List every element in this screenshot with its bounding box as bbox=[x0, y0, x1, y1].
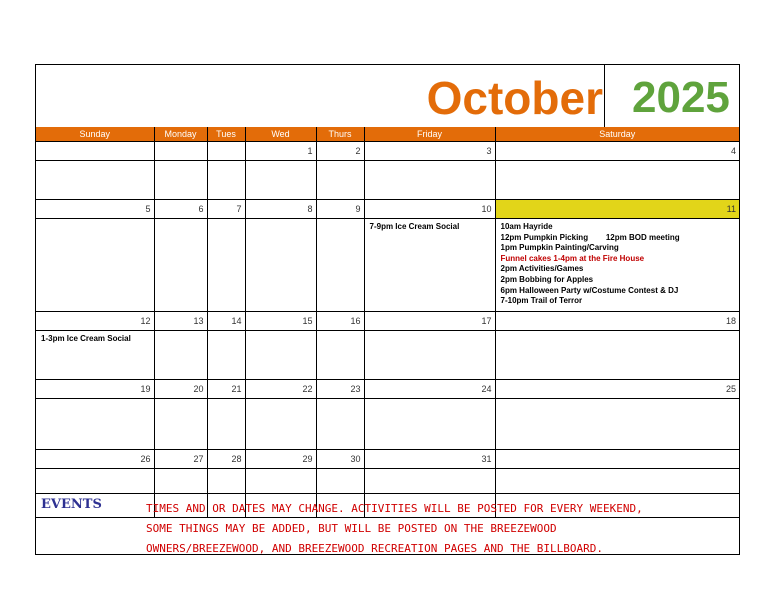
day-events-cell bbox=[495, 219, 739, 312]
day-number: 19 bbox=[36, 380, 154, 399]
title-divider bbox=[604, 65, 605, 127]
day-events-cell bbox=[364, 161, 495, 200]
day-events-cell bbox=[495, 161, 739, 200]
events-notice bbox=[36, 493, 739, 556]
week-events-row bbox=[36, 399, 739, 450]
notice-line: TIMES AND OR DATES MAY CHANGE. ACTIVITIES WILL BE POSTED FOR EVERY WEEKEND, bbox=[146, 502, 643, 515]
day-number: 25 bbox=[495, 380, 739, 399]
day-number: 23 bbox=[316, 380, 364, 399]
day-number: 27 bbox=[154, 450, 207, 469]
week-date-row bbox=[36, 142, 739, 161]
day-number bbox=[495, 450, 739, 469]
day-events-cell bbox=[316, 399, 364, 450]
notice-line: SOME THINGS MAY BE ADDED, BUT WILL BE POSTED ON THE BREEZEWOOD bbox=[146, 522, 557, 535]
day-events-cell bbox=[36, 399, 154, 450]
day-number bbox=[207, 142, 245, 161]
week-events-row bbox=[36, 161, 739, 200]
day-number: 14 bbox=[207, 312, 245, 331]
day-number: 29 bbox=[245, 450, 316, 469]
day-number: 12 bbox=[36, 312, 154, 331]
weekday-header: Sunday bbox=[36, 127, 154, 142]
day-events-cell bbox=[36, 161, 154, 200]
day-events-cell bbox=[364, 331, 495, 380]
events-notice-text bbox=[146, 499, 736, 559]
events-title: EVENTS bbox=[41, 497, 102, 512]
week-date-row bbox=[36, 312, 739, 331]
day-number: 6 bbox=[154, 200, 207, 219]
day-number: 18 bbox=[495, 312, 739, 331]
event-item: 1pm Pumpkin Painting/Carving bbox=[500, 243, 619, 253]
day-events-cell bbox=[364, 399, 495, 450]
day-number bbox=[154, 142, 207, 161]
day-events-cell bbox=[207, 161, 245, 200]
weekday-header: Thurs bbox=[316, 127, 364, 142]
event-item: 12pm Pumpkin Picking 12pm BOD meeting bbox=[500, 232, 680, 242]
day-number: 20 bbox=[154, 380, 207, 399]
day-number: 22 bbox=[245, 380, 316, 399]
day-number: 8 bbox=[245, 200, 316, 219]
day-number: 1 bbox=[245, 142, 316, 161]
event-item: 7-9pm Ice Cream Social bbox=[369, 222, 460, 231]
weekday-header: Saturday bbox=[495, 127, 739, 142]
day-number: 26 bbox=[36, 450, 154, 469]
notice-line: OWNERS/BREEZEWOOD, AND BREEZEWOOD RECREATION PAGES AND THE BILLBOARD. bbox=[146, 542, 603, 555]
weekday-header: Friday bbox=[364, 127, 495, 142]
day-events-cell bbox=[154, 161, 207, 200]
event-item: 10am Hayride bbox=[500, 222, 553, 231]
day-number: 28 bbox=[207, 450, 245, 469]
day-number bbox=[36, 142, 154, 161]
weekday-header: Tues bbox=[207, 127, 245, 142]
day-events-cell bbox=[36, 331, 154, 380]
day-number: 17 bbox=[364, 312, 495, 331]
event-item: 2pm Bobbing for Apples bbox=[500, 274, 594, 284]
calendar-header bbox=[36, 65, 739, 127]
day-number: 21 bbox=[207, 380, 245, 399]
day-events-cell bbox=[207, 399, 245, 450]
day-events-cell bbox=[207, 331, 245, 380]
weekday-header-row bbox=[36, 127, 739, 142]
event-item: 7-10pm Trail of Terror bbox=[500, 296, 583, 306]
event-item: 6pm Halloween Party w/Costume Contest & DJ bbox=[500, 285, 679, 295]
day-number: 11 bbox=[495, 200, 739, 219]
event-item: Funnel cakes 1-4pm at the Fire House bbox=[500, 253, 645, 263]
calendar-sheet bbox=[35, 64, 740, 555]
day-number: 13 bbox=[154, 312, 207, 331]
day-number: 9 bbox=[316, 200, 364, 219]
day-events-cell bbox=[245, 399, 316, 450]
day-events-cell bbox=[316, 219, 364, 312]
day-number: 16 bbox=[316, 312, 364, 331]
week-events-row bbox=[36, 219, 739, 312]
day-number: 31 bbox=[364, 450, 495, 469]
weekday-header: Monday bbox=[154, 127, 207, 142]
day-number: 24 bbox=[364, 380, 495, 399]
week-date-row bbox=[36, 450, 739, 469]
day-events-cell bbox=[364, 219, 495, 312]
day-events-cell bbox=[245, 161, 316, 200]
day-number: 15 bbox=[245, 312, 316, 331]
month-title: October bbox=[426, 72, 603, 124]
year-title: 2025 bbox=[632, 73, 730, 122]
week-date-row bbox=[36, 380, 739, 399]
day-number: 4 bbox=[495, 142, 739, 161]
day-number: 7 bbox=[207, 200, 245, 219]
day-events-cell bbox=[245, 219, 316, 312]
day-events-cell bbox=[154, 219, 207, 312]
calendar-grid bbox=[36, 127, 739, 518]
event-item: 1-3pm Ice Cream Social bbox=[41, 334, 131, 343]
day-events-cell bbox=[316, 331, 364, 380]
day-events-cell bbox=[154, 331, 207, 380]
day-events-cell bbox=[495, 331, 739, 380]
day-number: 3 bbox=[364, 142, 495, 161]
day-number: 2 bbox=[316, 142, 364, 161]
event-item: 2pm Activities/Games bbox=[500, 264, 584, 274]
day-number: 30 bbox=[316, 450, 364, 469]
day-events-cell bbox=[207, 219, 245, 312]
day-events-cell bbox=[36, 219, 154, 312]
day-events-cell bbox=[495, 399, 739, 450]
weekday-header: Wed bbox=[245, 127, 316, 142]
day-number: 5 bbox=[36, 200, 154, 219]
day-events-cell bbox=[154, 399, 207, 450]
day-events-cell bbox=[316, 161, 364, 200]
week-events-row bbox=[36, 331, 739, 380]
day-number: 10 bbox=[364, 200, 495, 219]
day-events-cell bbox=[245, 331, 316, 380]
week-date-row bbox=[36, 200, 739, 219]
